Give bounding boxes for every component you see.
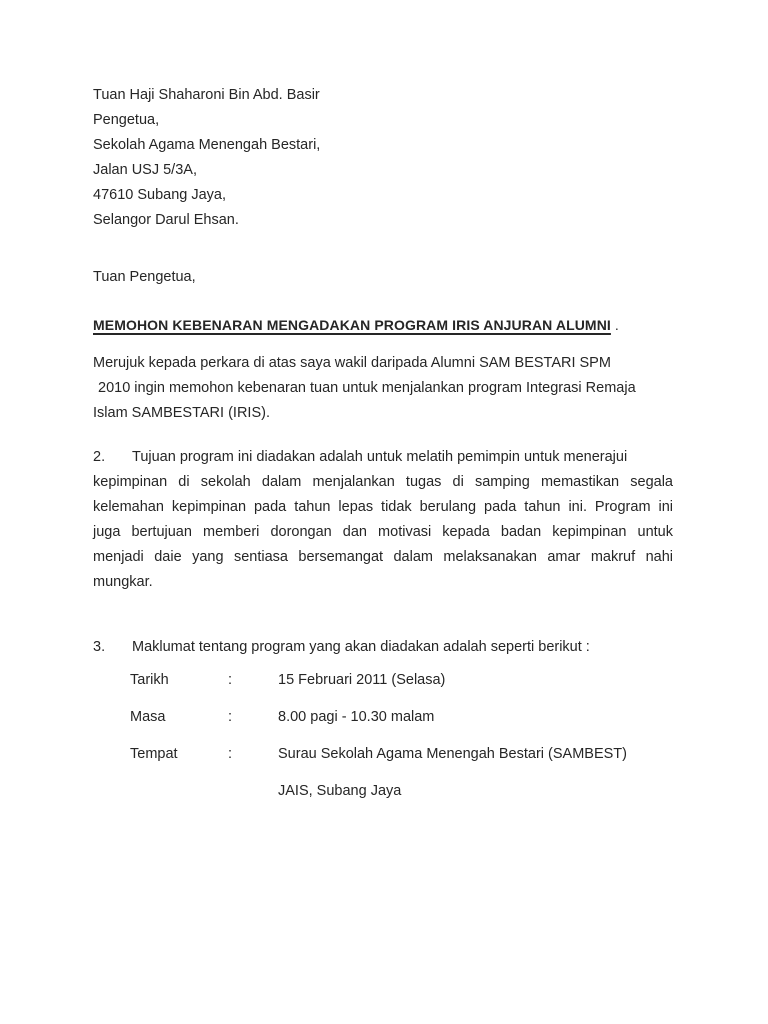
recipient-school: Sekolah Agama Menengah Bestari, <box>93 137 321 153</box>
paragraph-1-line: Merujuk kepada perkara di atas saya wakil daripada Alumni SAM BESTARI SPM <box>93 355 611 371</box>
paragraph-3-line <box>93 635 673 660</box>
paragraph-2-line: kelemahan kepimpinan pada tahun lepas tidak berulang pada tahun ini. Program ini <box>93 499 673 515</box>
paragraph-2-line: mungkar. <box>93 574 153 590</box>
subject-line <box>93 313 673 338</box>
paragraph-3 <box>93 635 673 660</box>
recipient-postcode: 47610 Subang Jaya, <box>93 187 227 203</box>
detail-value: 8.00 pagi - 10.30 malam <box>278 709 435 725</box>
program-details <box>93 668 673 804</box>
detail-label: Tarikh <box>130 672 169 688</box>
detail-colon <box>228 779 278 804</box>
paragraph-2-line: juga bertujuan memberi dorongan dan motivasi kepada badan kepimpinan untuk <box>93 524 673 540</box>
paragraph-2-line: menjadi daie yang sentiasa bersemangat dalam melaksanakan amar makruf nahi <box>93 549 673 565</box>
detail-value: Surau Sekolah Agama Menengah Bestari (SAMBEST) <box>278 746 627 762</box>
paragraph-3-text: Maklumat tentang program yang akan diadakan adalah seperti berikut : <box>132 639 590 655</box>
recipient-state: Selangor Darul Ehsan. <box>93 212 239 228</box>
paragraph-1-line: Islam SAMBESTARI (IRIS). <box>93 405 270 421</box>
paragraph-1-line: 2010 ingin memohon kebenaran tuan untuk menjalankan program Integrasi Remaja <box>98 380 636 396</box>
detail-row-time <box>130 705 673 730</box>
paragraph-2-number: 2. <box>93 449 106 465</box>
detail-row-venue <box>130 742 673 767</box>
detail-colon: : <box>228 709 233 725</box>
recipient-address <box>93 83 673 233</box>
detail-colon: : <box>228 672 233 688</box>
salutation: Tuan Pengetua, <box>93 269 196 285</box>
subject-text: MEMOHON KEBENARAN MENGADAKAN PROGRAM IRIS ANJURAN ALUMNI <box>93 317 611 333</box>
detail-label: Masa <box>130 709 166 725</box>
paragraph-2-text: Tujuan program ini diadakan adalah untuk melatih pemimpin untuk menerajui <box>132 449 628 465</box>
recipient-street: Jalan USJ 5/3A, <box>93 162 197 178</box>
detail-label: Tempat <box>130 746 178 762</box>
paragraph-1 <box>93 351 673 426</box>
detail-row-venue-cont <box>130 779 673 804</box>
subject-suffix: . <box>610 317 619 333</box>
detail-value: 15 Februari 2011 (Selasa) <box>278 672 446 688</box>
recipient-title: Pengetua, <box>93 112 160 128</box>
paragraph-2 <box>93 445 673 595</box>
detail-label <box>130 779 228 804</box>
detail-colon: : <box>228 746 233 762</box>
paragraph-2-line <box>93 445 673 470</box>
recipient-name: Tuan Haji Shaharoni Bin Abd. Basir <box>93 87 320 103</box>
detail-row-date <box>130 668 673 693</box>
detail-value: JAIS, Subang Jaya <box>278 783 402 799</box>
paragraph-2-line: kepimpinan di sekolah dalam menjalankan tugas di samping memastikan segala <box>93 474 673 490</box>
paragraph-3-number: 3. <box>93 639 106 655</box>
